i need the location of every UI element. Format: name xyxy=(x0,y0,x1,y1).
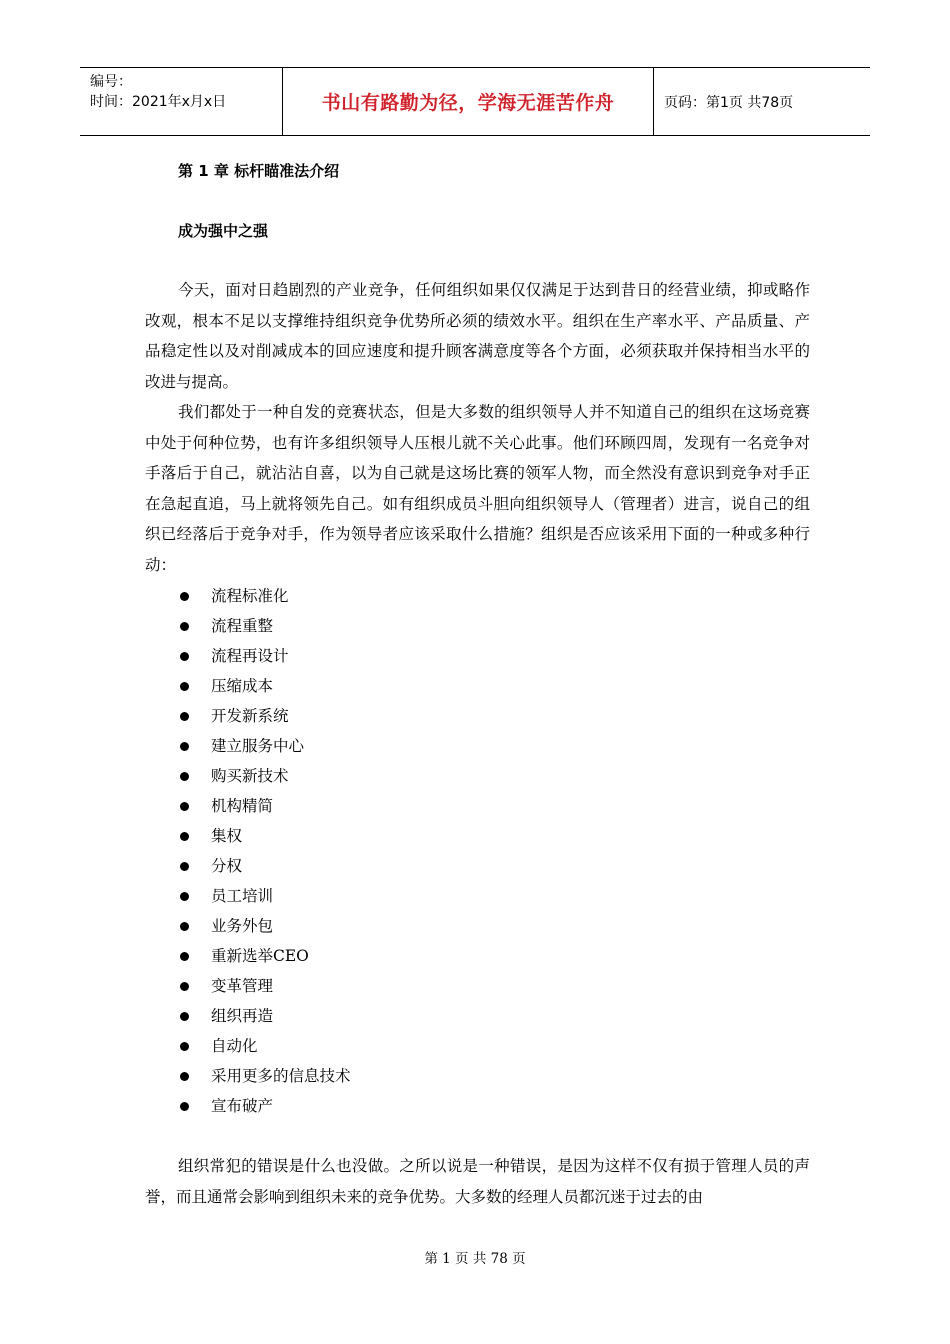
list-item xyxy=(145,911,810,941)
list-item-label: 建立服务中心 xyxy=(211,737,305,755)
header-meta xyxy=(80,68,282,135)
list-item xyxy=(145,731,810,761)
list-item-label: 变革管理 xyxy=(211,977,274,995)
bullet-icon xyxy=(180,802,189,811)
header-motto-cell xyxy=(282,68,654,135)
list-item xyxy=(145,701,810,731)
list-item-label: 机构精简 xyxy=(211,797,274,815)
list-item xyxy=(145,1001,810,1031)
time-label: 时间：2021年x月x日 xyxy=(90,94,227,110)
bullet-icon xyxy=(180,892,189,901)
list-item-label: 分权 xyxy=(211,857,243,875)
list-item-label: 组织再造 xyxy=(211,1007,274,1025)
document-body xyxy=(145,155,810,1212)
header-page-code-cell xyxy=(654,68,870,135)
list-item xyxy=(145,581,810,611)
paragraph: 今天，面对日趋剧烈的产业竞争，任何组织如果仅仅满足于达到昔日的经营业绩，抑或略作改观，根本不足以支撑维持组织竞争优势所必须的绩效水平。组织在生产率水平、产品质量、产品稳定性以及对削减成本的回应速度和提升顾客满意度等各个方面，必须获取并保持相当水平的改进与提高。 xyxy=(145,281,810,391)
list-item xyxy=(145,821,810,851)
list-item-label: 流程再设计 xyxy=(211,647,289,665)
list-item xyxy=(145,1031,810,1061)
list-item xyxy=(145,641,810,671)
list-item xyxy=(145,971,810,1001)
bullet-icon xyxy=(180,1042,189,1051)
list-item-label: 开发新系统 xyxy=(211,707,289,725)
bullet-icon xyxy=(180,652,189,661)
list-item xyxy=(145,791,810,821)
list-item xyxy=(145,611,810,641)
list-item xyxy=(145,671,810,701)
paragraph: 我们都处于一种自发的竞赛状态，但是大多数的组织领导人并不知道自己的组织在这场竞赛中处于何种位势，也有许多组织领导人压根儿就不关心此事。他们环顾四周，发现有一名竞争对手落后于自己，就沾沾自喜，以为自己就是这场比赛的领军人物，而全然没有意识到竞争对手正在急起直追，马上就将领先自己。如有组织成员斗胆向组织领导人（管理者）进言，说自己的组织已经落后于竞争对手，作为领导者应该采取什么措施？组织是否应该采用下面的一种或多种行动： xyxy=(145,403,810,574)
motto: 书山有路勤为径，学海无涯苦作舟 xyxy=(321,92,615,114)
list-item xyxy=(145,851,810,881)
bullet-icon xyxy=(180,622,189,631)
bullet-icon xyxy=(180,982,189,991)
list-item-label: 重新选举CEO xyxy=(211,947,309,965)
list-item-label: 购买新技术 xyxy=(211,767,289,785)
list-item xyxy=(145,1061,810,1091)
list-item xyxy=(145,1091,810,1121)
list-item-label: 流程标准化 xyxy=(211,587,289,605)
page-header xyxy=(80,67,870,136)
bullet-icon xyxy=(180,1102,189,1111)
list-item-label: 采用更多的信息技术 xyxy=(211,1067,351,1085)
list-item-label: 业务外包 xyxy=(211,917,274,935)
list-item xyxy=(145,941,810,971)
list-item xyxy=(145,881,810,911)
list-item-label: 集权 xyxy=(211,827,243,845)
bullet-icon xyxy=(180,712,189,721)
bullet-icon xyxy=(180,832,189,841)
bullet-icon xyxy=(180,922,189,931)
list-item-label: 员工培训 xyxy=(211,887,274,905)
bullet-icon xyxy=(180,952,189,961)
bullet-icon xyxy=(180,682,189,691)
bullet-icon xyxy=(180,742,189,751)
section-title: 成为强中之强 xyxy=(178,222,269,240)
paragraph: 组织常犯的错误是什么也没做。之所以说是一种错误，是因为这样不仅有损于管理人员的声誉，而且通常会影响到组织未来的竞争优势。大多数的经理人员都沉迷于过去的由 xyxy=(145,1157,810,1206)
list-item-label: 宣布破产 xyxy=(211,1097,274,1115)
bullet-icon xyxy=(180,1072,189,1081)
number-label: 编号： xyxy=(90,74,132,90)
list-item-label: 压缩成本 xyxy=(211,677,274,695)
bullet-icon xyxy=(180,1012,189,1021)
bullet-icon xyxy=(180,862,189,871)
list-item-label: 自动化 xyxy=(211,1037,258,1055)
list-item xyxy=(145,761,810,791)
chapter-title: 第 1 章 标杆瞄准法介绍 xyxy=(178,162,340,180)
action-list xyxy=(145,581,810,1121)
list-item-label: 流程重整 xyxy=(211,617,274,635)
page-footer: 第 1 页 共 78 页 xyxy=(424,1251,526,1267)
bullet-icon xyxy=(180,592,189,601)
bullet-icon xyxy=(180,772,189,781)
page-code: 页码：第1页 共78页 xyxy=(664,94,794,111)
